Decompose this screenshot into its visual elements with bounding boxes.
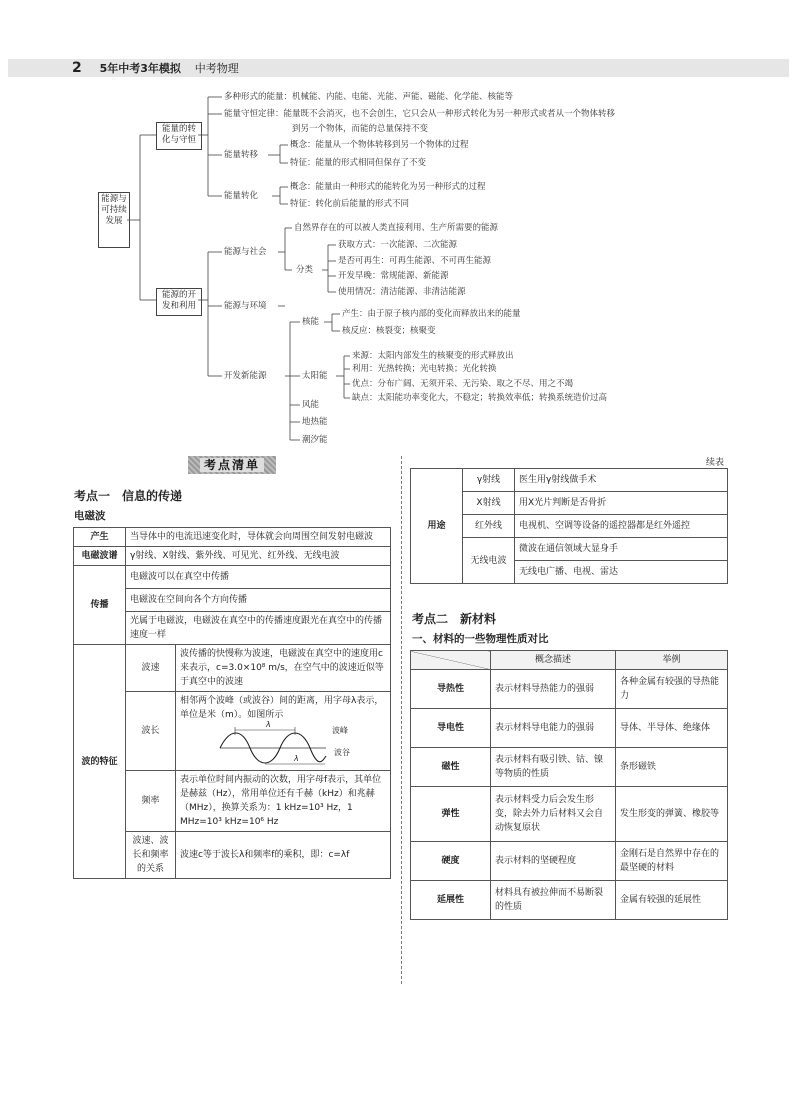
mm-convert-feature: 特征：转化前后能量的形式不同 bbox=[290, 199, 410, 209]
wave-diagram bbox=[216, 722, 346, 768]
cell-sublabel: 无线电波 bbox=[463, 538, 515, 584]
mm-solar-3: 优点：分布广阔、无须开采、无污染、取之不尽、用之不竭 bbox=[352, 379, 574, 389]
cell-text: 电磁波在空间向各个方向传播 bbox=[126, 589, 391, 612]
mm-wind: 风能 bbox=[302, 400, 320, 410]
mm-classify: 分类 bbox=[296, 265, 314, 275]
cell-text: 金刚石是自然界中存在的最坚硬的材料 bbox=[616, 842, 728, 881]
uses-table bbox=[410, 468, 728, 584]
section-2-subheading: 一、材料的一些物理性质对比 bbox=[412, 633, 549, 645]
mm-tidal: 潮汐能 bbox=[302, 435, 328, 445]
materials-table bbox=[410, 650, 728, 920]
section-1-title: 考点一 信息的传递 bbox=[74, 489, 183, 503]
wave-trough-label: 波谷 bbox=[334, 748, 350, 757]
table-row bbox=[411, 787, 728, 842]
cell-text: 导体、半导体、绝缘体 bbox=[616, 709, 728, 748]
cell-label: 导热性 bbox=[411, 670, 491, 709]
wave-lambda-top: λ bbox=[266, 720, 271, 729]
cell-text: 微波在通信领域大显身手 bbox=[515, 538, 728, 561]
mm-solar-1: 来源：太阳内部发生的核聚变的形式释放出 bbox=[352, 351, 514, 361]
table-row bbox=[411, 469, 728, 492]
cell-sublabel: 频率 bbox=[126, 771, 176, 832]
cell-text: 用X光片判断是否骨折 bbox=[515, 492, 728, 515]
section-banner bbox=[188, 456, 276, 474]
table-row bbox=[411, 842, 728, 881]
cell-text: 无线电广播、电视、雷达 bbox=[515, 561, 728, 584]
mm-nuclear: 核能 bbox=[302, 317, 320, 327]
mindmap-root: 能源与可持续发展 bbox=[98, 192, 130, 248]
cell-text: 波速c等于波长λ和频率f的乘积，即：c=λf bbox=[176, 832, 391, 879]
cell-text: 电视机、空调等设备的遥控器都是红外遥控 bbox=[515, 515, 728, 538]
book-title: 5年中考3年模拟 bbox=[99, 62, 181, 75]
mindmap-branch-energy: 能量的转化与守恒 bbox=[156, 122, 202, 150]
mm-transfer-feature: 特征：能量的形式相同但保存了不变 bbox=[290, 158, 427, 168]
cell-text: γ射线、X射线、紫外线、可见光、红外线、无线电波 bbox=[126, 547, 391, 566]
table-row bbox=[411, 881, 728, 920]
mm-classify-4: 使用情况：清洁能源、非清洁能源 bbox=[338, 287, 466, 297]
cell-label: 延展性 bbox=[411, 881, 491, 920]
cell-text: 相邻两个波峰（或波谷）间的距离，用字母λ表示，单位是米（m）。如图所示 bbox=[180, 696, 384, 720]
table-row bbox=[411, 748, 728, 787]
mm-new-energy: 开发新能源 bbox=[224, 371, 267, 381]
mm-classify-1: 获取方式：一次能源、二次能源 bbox=[338, 240, 458, 250]
column-divider bbox=[401, 456, 402, 984]
cell-label: 传播 bbox=[74, 566, 126, 645]
mm-society: 能源与社会 bbox=[224, 247, 267, 257]
mm-classify-3: 开发早晚：常规能源、新能源 bbox=[338, 271, 449, 281]
cell-text: 波传播的快慢称为波速，电磁波在真空中的速度用c来表示，c=3.0×10⁸ m/s，在空气中的波速近似等于真空中的波速 bbox=[176, 645, 391, 692]
cell-text: 材料具有被拉伸而不易断裂的性质 bbox=[491, 881, 616, 920]
em-wave-table bbox=[73, 527, 391, 879]
table-row bbox=[411, 670, 728, 709]
cell-label: 电磁波谱 bbox=[74, 547, 126, 566]
cell-text: 表示材料导热能力的强弱 bbox=[491, 670, 616, 709]
cell-text: 表示材料受力后会发生形变，除去外力后材料又会自动恢复原状 bbox=[491, 787, 616, 842]
cell-text: 表示材料有吸引铁、钴、镍等物质的性质 bbox=[491, 748, 616, 787]
mm-transfer: 能量转移 bbox=[224, 150, 259, 160]
cell-label: 弹性 bbox=[411, 787, 491, 842]
section-2-title: 考点二 新材料 bbox=[412, 612, 497, 626]
cell-text: 发生形变的弹簧、橡胶等 bbox=[616, 787, 728, 842]
table-row bbox=[411, 709, 728, 748]
cell-label: 磁性 bbox=[411, 748, 491, 787]
table-header-row bbox=[411, 651, 728, 670]
cell-sublabel: 波长 bbox=[126, 692, 176, 771]
mm-nuclear-1: 产生：由于原子核内部的变化而释放出来的能量 bbox=[342, 309, 521, 319]
header-cell: 举例 bbox=[616, 651, 728, 670]
cell-text: 电磁波可以在真空中传播 bbox=[126, 566, 391, 589]
mm-convert-concept: 概念：能量由一种形式的能转化为另一种形式的过程 bbox=[290, 182, 486, 192]
table-row bbox=[74, 528, 391, 547]
wave-lambda-bottom: λ bbox=[294, 754, 299, 763]
cell-sublabel: 波速 bbox=[126, 645, 176, 692]
table-row bbox=[74, 645, 391, 692]
cell-text: 光属于电磁波，电磁波在真空中的传播速度跟光在真空中的传播速度一样 bbox=[126, 612, 391, 645]
cell-sublabel: γ射线 bbox=[463, 469, 515, 492]
mm-transfer-concept: 概念：能量从一个物体转移到另一个物体的过程 bbox=[290, 140, 469, 150]
mm-energy-kinds: 多种形式的能量：机械能、内能、电能、光能、声能、磁能、化学能、核能等 bbox=[224, 92, 514, 102]
cell-text: 表示材料的坚硬程度 bbox=[491, 842, 616, 881]
cell-label: 波的特征 bbox=[74, 645, 126, 879]
mm-classify-2: 是否可再生：可再生能源、不可再生能源 bbox=[338, 256, 492, 266]
mm-solar-4: 缺点：太阳能功率变化大，不稳定；转换效率低；转换系统造价过高 bbox=[352, 393, 608, 403]
mm-conservation-law-2: 到另一个物体，而能的总量保持不变 bbox=[292, 124, 429, 134]
cell-text: 表示单位时间内振动的次数，用字母f表示，其单位是赫兹（Hz），常用单位还有千赫（kHz）和兆赫（MHz），换算关系为：1 kHz=10³ Hz，1 MHz=10³ kHz=10⁶ Hz bbox=[176, 771, 391, 832]
cell-label: 硬度 bbox=[411, 842, 491, 881]
cell-sublabel: 波速、波长和频率的关系 bbox=[126, 832, 176, 879]
wave-crest-label: 波峰 bbox=[332, 726, 348, 735]
mindmap-branch-resources: 能源的开发和利用 bbox=[156, 288, 202, 316]
mm-solar-2: 利用：光热转换；光电转换；光化转换 bbox=[352, 364, 497, 374]
mm-solar: 太阳能 bbox=[302, 371, 328, 381]
page-number: 2 bbox=[72, 60, 82, 76]
cell-text: 条形磁铁 bbox=[616, 748, 728, 787]
cell-label: 导电性 bbox=[411, 709, 491, 748]
mm-conservation-law: 能量守恒定律：能量既不会消灭，也不会创生，它只会从一种形式转化为另一种形式或者从一个物体转移 bbox=[224, 109, 616, 119]
cell-wavelength bbox=[176, 692, 391, 771]
wave-figure bbox=[180, 722, 386, 768]
mm-environment: 能源与环境 bbox=[224, 301, 267, 311]
cell-text: 各种金属有较强的导热能力 bbox=[616, 670, 728, 709]
table-row bbox=[74, 547, 391, 566]
mm-convert: 能量转化 bbox=[224, 191, 259, 201]
header-cell: 概念描述 bbox=[491, 651, 616, 670]
table-row bbox=[74, 566, 391, 589]
cell-text: 当导体中的电流迅速变化时，导体就会向周围空间发射电磁波 bbox=[126, 528, 391, 547]
cell-sublabel: X射线 bbox=[463, 492, 515, 515]
cell-text: 表示材料导电能力的强弱 bbox=[491, 709, 616, 748]
continued-label: 续表 bbox=[706, 458, 725, 468]
banner-text: 考点清单 bbox=[200, 458, 264, 472]
cell-text: 金属有较强的延展性 bbox=[616, 881, 728, 920]
cell-label: 产生 bbox=[74, 528, 126, 547]
subject-title: 中考物理 bbox=[194, 62, 239, 75]
mm-geothermal: 地热能 bbox=[302, 417, 328, 427]
header-cell-diagonal bbox=[411, 651, 491, 670]
cell-sublabel: 红外线 bbox=[463, 515, 515, 538]
cell-text: 医生用γ射线做手术 bbox=[515, 469, 728, 492]
section-1-subheading: 电磁波 bbox=[74, 510, 106, 522]
cell-label: 用途 bbox=[411, 469, 463, 584]
mm-resource-def: 自然界存在的可以被人类直接利用、生产所需要的能源 bbox=[294, 223, 499, 233]
mm-nuclear-2: 核反应：核裂变；核聚变 bbox=[342, 326, 436, 336]
